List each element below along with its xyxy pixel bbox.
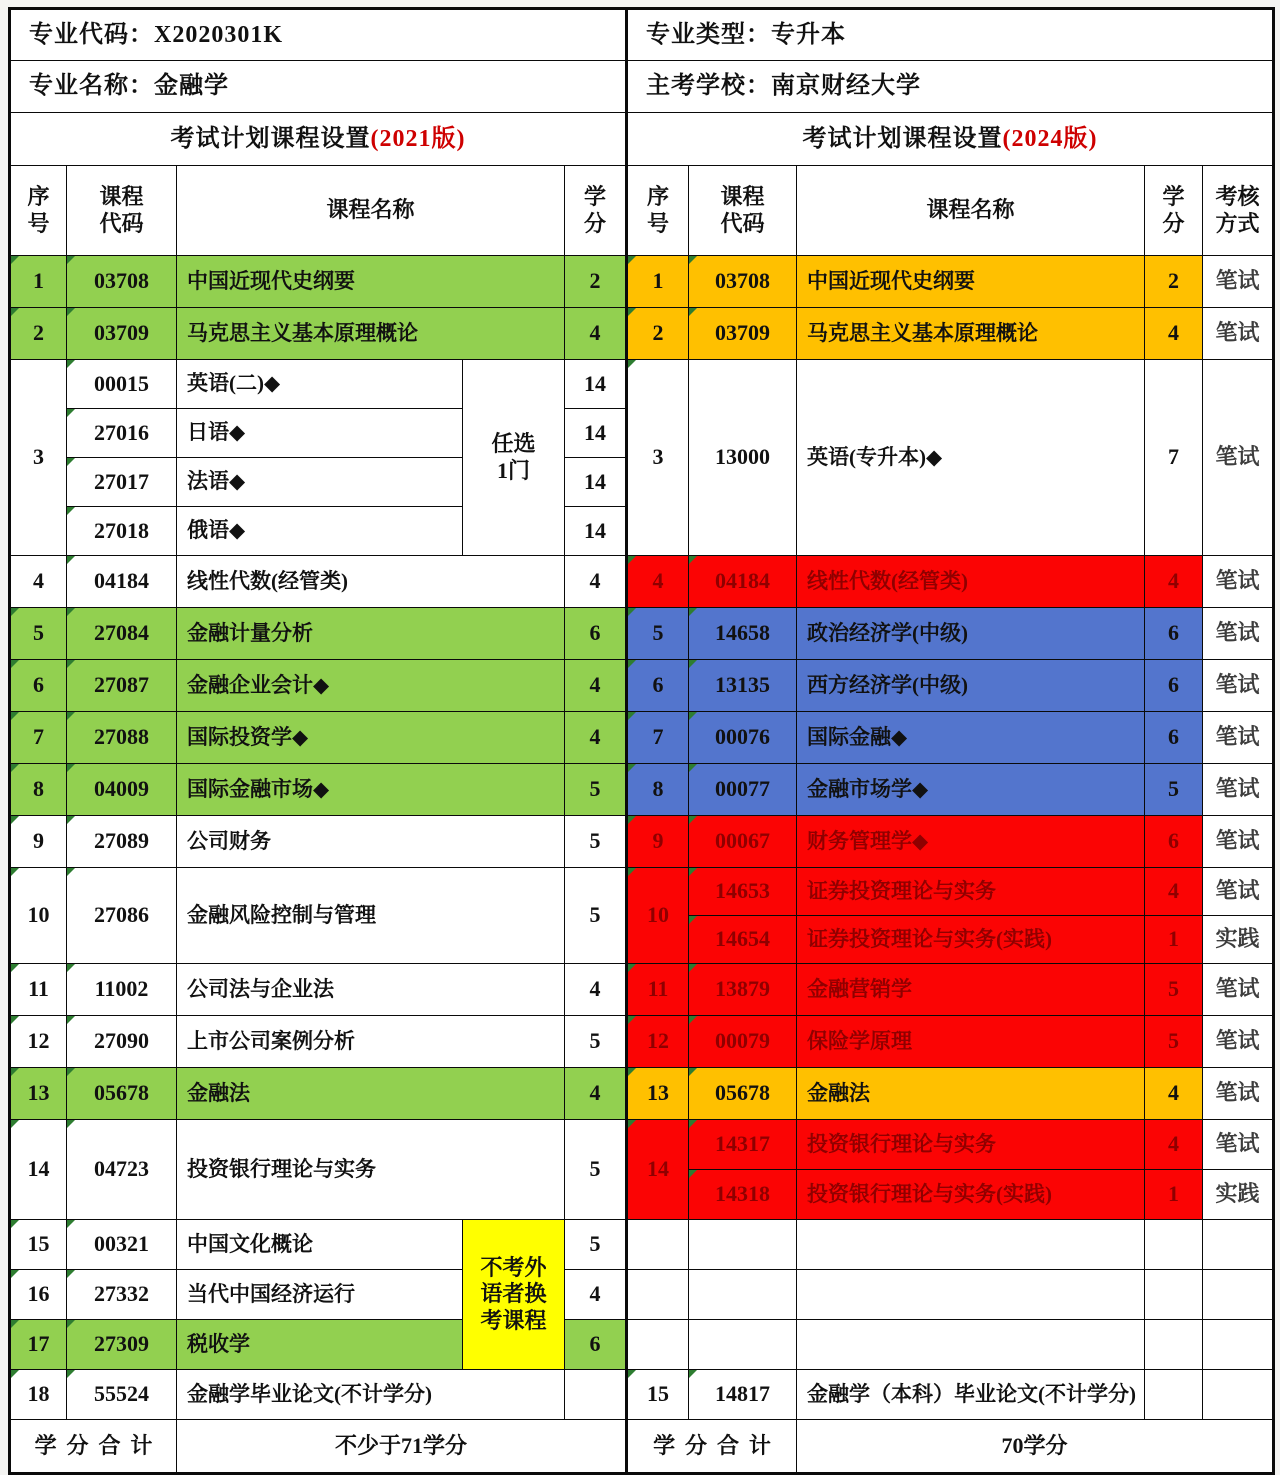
host-school-value: 南京财经大学 bbox=[771, 73, 921, 100]
course-code-cell: 27087 bbox=[67, 660, 177, 712]
course-code-cell: 04184 bbox=[67, 556, 177, 608]
method-cell: 笔试 bbox=[1203, 964, 1274, 1016]
credit-cell: 6 bbox=[1145, 712, 1203, 764]
serial-cell: 1 bbox=[627, 256, 689, 308]
serial-cell: 5 bbox=[10, 608, 67, 660]
serial-cell: 6 bbox=[627, 660, 689, 712]
exam-plan-sheet bbox=[8, 7, 1272, 1475]
course-name-cell: 公司法与企业法 bbox=[177, 964, 565, 1016]
credit-cell: 5 bbox=[1145, 1016, 1203, 1068]
course-code-cell: 00076 bbox=[689, 712, 797, 764]
serial-cell: 15 bbox=[627, 1370, 689, 1420]
credit-cell: 5 bbox=[565, 764, 627, 816]
course-code-cell: 14654 bbox=[689, 916, 797, 964]
credit-cell: 6 bbox=[1145, 608, 1203, 660]
method-cell: 笔试 bbox=[1203, 608, 1274, 660]
course-name-cell: 投资银行理论与实务 bbox=[177, 1120, 565, 1220]
credit-cell: 6 bbox=[1145, 816, 1203, 868]
method-cell: 笔试 bbox=[1203, 1016, 1274, 1068]
course-code-cell: 13000 bbox=[689, 360, 797, 556]
course-name-cell: 国际金融◆ bbox=[797, 712, 1145, 764]
method-cell: 笔试 bbox=[1203, 360, 1274, 556]
credit-cell: 4 bbox=[565, 308, 627, 360]
course-name-cell: 证券投资理论与实务 bbox=[797, 868, 1145, 916]
course-name-cell: 金融学毕业论文(不计学分) bbox=[177, 1370, 565, 1420]
serial-cell: 11 bbox=[627, 964, 689, 1016]
left-total-label: 学分合计 bbox=[10, 1420, 177, 1474]
course-code-cell: 14817 bbox=[689, 1370, 797, 1420]
course-code-cell: 00067 bbox=[689, 816, 797, 868]
course-code-cell: 05678 bbox=[67, 1068, 177, 1120]
left-col-credit bbox=[565, 166, 627, 256]
course-name-cell: 线性代数(经管类) bbox=[797, 556, 1145, 608]
no-foreign-language-note-text: 不考外语者换考课程 bbox=[480, 1254, 547, 1333]
serial-cell: 9 bbox=[627, 816, 689, 868]
host-school-label: 主考学校： bbox=[646, 73, 771, 100]
course-name-cell: 金融法 bbox=[797, 1068, 1145, 1120]
right-col-code-text: 课程代码 bbox=[720, 184, 765, 236]
credit-cell: 14 bbox=[565, 360, 627, 409]
credit-cell: 4 bbox=[1145, 1120, 1203, 1170]
serial-cell: 7 bbox=[627, 712, 689, 764]
serial-cell: 12 bbox=[627, 1016, 689, 1068]
empty-cell bbox=[797, 1320, 1145, 1370]
right-col-no-text: 序号 bbox=[646, 184, 669, 236]
major-name-cell bbox=[10, 61, 627, 113]
major-code-label: 专业代码： bbox=[29, 21, 154, 48]
empty-cell bbox=[797, 1220, 1145, 1270]
left-col-no-text: 序号 bbox=[27, 184, 50, 236]
right-col-name bbox=[797, 166, 1145, 256]
method-cell: 笔试 bbox=[1203, 1120, 1274, 1170]
serial-cell: 1 bbox=[10, 256, 67, 308]
no-foreign-language-note bbox=[463, 1220, 565, 1370]
serial-cell: 5 bbox=[627, 608, 689, 660]
course-name-cell: 政治经济学(中级) bbox=[797, 608, 1145, 660]
course-name-cell: 金融计量分析 bbox=[177, 608, 565, 660]
empty-cell bbox=[689, 1270, 797, 1320]
credit-cell: 1 bbox=[1145, 916, 1203, 964]
credit-cell: 4 bbox=[1145, 308, 1203, 360]
left-col-credit-text: 学分 bbox=[583, 184, 606, 236]
serial-cell: 18 bbox=[10, 1370, 67, 1420]
course-code-cell: 03709 bbox=[689, 308, 797, 360]
right-col-method bbox=[1203, 166, 1274, 256]
left-total-value: 不少于71学分 bbox=[177, 1420, 627, 1474]
right-col-method-text: 考核方式 bbox=[1215, 184, 1260, 236]
empty-cell bbox=[1203, 1320, 1274, 1370]
empty-cell bbox=[627, 1320, 689, 1370]
major-name-label: 专业名称： bbox=[29, 73, 154, 100]
course-code-cell: 13879 bbox=[689, 964, 797, 1016]
empty-cell bbox=[1145, 1220, 1203, 1270]
serial-cell: 13 bbox=[627, 1068, 689, 1120]
method-cell: 实践 bbox=[1203, 916, 1274, 964]
credit-cell bbox=[1145, 1370, 1203, 1420]
credit-cell: 5 bbox=[565, 1016, 627, 1068]
course-name-cell: 英语(二)◆ bbox=[177, 360, 463, 409]
course-name-cell: 英语(专升本)◆ bbox=[797, 360, 1145, 556]
method-cell: 笔试 bbox=[1203, 868, 1274, 916]
left-col-code bbox=[67, 166, 177, 256]
credit-cell: 2 bbox=[565, 256, 627, 308]
credit-cell bbox=[565, 1370, 627, 1420]
empty-cell bbox=[1203, 1270, 1274, 1320]
course-code-cell: 11002 bbox=[67, 964, 177, 1016]
left-plan-edition: (2021版) bbox=[370, 125, 466, 152]
credit-cell: 5 bbox=[565, 1220, 627, 1270]
course-code-cell: 14658 bbox=[689, 608, 797, 660]
course-code-cell: 27017 bbox=[67, 458, 177, 507]
serial-cell: 2 bbox=[627, 308, 689, 360]
method-cell: 笔试 bbox=[1203, 816, 1274, 868]
credit-cell: 5 bbox=[565, 1120, 627, 1220]
credit-cell: 5 bbox=[565, 868, 627, 964]
method-cell bbox=[1203, 1370, 1274, 1420]
method-cell: 笔试 bbox=[1203, 1068, 1274, 1120]
method-cell: 笔试 bbox=[1203, 556, 1274, 608]
host-school-cell bbox=[627, 61, 1274, 113]
course-code-cell: 27086 bbox=[67, 868, 177, 964]
method-cell: 实践 bbox=[1203, 1170, 1274, 1220]
serial-cell: 16 bbox=[10, 1270, 67, 1320]
left-col-name bbox=[177, 166, 565, 256]
course-code-cell: 00015 bbox=[67, 360, 177, 409]
serial-cell: 8 bbox=[627, 764, 689, 816]
course-code-cell: 27016 bbox=[67, 409, 177, 458]
serial-cell: 6 bbox=[10, 660, 67, 712]
credit-cell: 4 bbox=[565, 712, 627, 764]
course-name-cell: 上市公司案例分析 bbox=[177, 1016, 565, 1068]
course-code-cell: 27089 bbox=[67, 816, 177, 868]
credit-cell: 6 bbox=[1145, 660, 1203, 712]
right-plan-edition: (2024版) bbox=[1002, 125, 1098, 152]
serial-cell: 10 bbox=[627, 868, 689, 964]
course-name-cell: 中国近现代史纲要 bbox=[177, 256, 565, 308]
course-name-cell: 财务管理学◆ bbox=[797, 816, 1145, 868]
course-name-cell: 金融市场学◆ bbox=[797, 764, 1145, 816]
serial-cell: 14 bbox=[10, 1120, 67, 1220]
left-col-code-text: 课程代码 bbox=[99, 184, 144, 236]
course-code-cell: 04723 bbox=[67, 1120, 177, 1220]
credit-cell: 14 bbox=[565, 409, 627, 458]
empty-cell bbox=[689, 1220, 797, 1270]
credit-cell: 4 bbox=[1145, 1068, 1203, 1120]
course-name-cell: 金融风险控制与管理 bbox=[177, 868, 565, 964]
course-code-cell: 00321 bbox=[67, 1220, 177, 1270]
credit-cell: 2 bbox=[1145, 256, 1203, 308]
course-name-cell: 马克思主义基本原理概论 bbox=[797, 308, 1145, 360]
course-name-cell: 金融企业会计◆ bbox=[177, 660, 565, 712]
course-code-cell: 55524 bbox=[67, 1370, 177, 1420]
serial-cell: 14 bbox=[627, 1120, 689, 1220]
course-name-cell: 投资银行理论与实务 bbox=[797, 1120, 1145, 1170]
course-name-cell: 保险学原理 bbox=[797, 1016, 1145, 1068]
exam-plan-table bbox=[8, 7, 1275, 1475]
major-code-cell bbox=[10, 9, 627, 61]
right-col-credit bbox=[1145, 166, 1203, 256]
right-col-credit-text: 学分 bbox=[1162, 184, 1185, 236]
course-code-cell: 14653 bbox=[689, 868, 797, 916]
credit-cell: 14 bbox=[565, 507, 627, 556]
course-code-cell: 27088 bbox=[67, 712, 177, 764]
serial-cell: 8 bbox=[10, 764, 67, 816]
major-type-cell bbox=[627, 9, 1274, 61]
course-name-cell: 税收学 bbox=[177, 1320, 463, 1370]
empty-cell bbox=[627, 1270, 689, 1320]
course-code-cell: 00079 bbox=[689, 1016, 797, 1068]
course-name-cell: 金融学（本科）毕业论文(不计学分) bbox=[797, 1370, 1145, 1420]
course-name-cell: 投资银行理论与实务(实践) bbox=[797, 1170, 1145, 1220]
right-plan-title-text: 考试计划课程设置 bbox=[802, 125, 1003, 152]
course-name-cell: 中国近现代史纲要 bbox=[797, 256, 1145, 308]
serial-cell: 3 bbox=[10, 360, 67, 556]
serial-cell: 7 bbox=[10, 712, 67, 764]
course-code-cell: 00077 bbox=[689, 764, 797, 816]
course-code-cell: 27090 bbox=[67, 1016, 177, 1068]
credit-cell: 4 bbox=[565, 1068, 627, 1120]
empty-cell bbox=[689, 1320, 797, 1370]
course-name-cell: 法语◆ bbox=[177, 458, 463, 507]
course-name-cell: 马克思主义基本原理概论 bbox=[177, 308, 565, 360]
course-code-cell: 03708 bbox=[67, 256, 177, 308]
course-code-cell: 14317 bbox=[689, 1120, 797, 1170]
major-type-value: 专升本 bbox=[771, 21, 846, 48]
right-total-label: 学分合计 bbox=[627, 1420, 797, 1474]
credit-cell: 14 bbox=[565, 458, 627, 507]
serial-cell: 17 bbox=[10, 1320, 67, 1370]
course-code-cell: 03709 bbox=[67, 308, 177, 360]
credit-cell: 7 bbox=[1145, 360, 1203, 556]
course-code-cell: 05678 bbox=[689, 1068, 797, 1120]
course-code-cell: 27332 bbox=[67, 1270, 177, 1320]
method-cell: 笔试 bbox=[1203, 712, 1274, 764]
course-code-cell: 27018 bbox=[67, 507, 177, 556]
credit-cell: 4 bbox=[565, 1270, 627, 1320]
course-code-cell: 04009 bbox=[67, 764, 177, 816]
choose-one-note-text: 任选1门 bbox=[491, 431, 536, 483]
course-name-cell: 国际金融市场◆ bbox=[177, 764, 565, 816]
credit-cell: 6 bbox=[565, 1320, 627, 1370]
empty-cell bbox=[797, 1270, 1145, 1320]
right-total-value: 70学分 bbox=[797, 1420, 1274, 1474]
course-name-cell: 金融法 bbox=[177, 1068, 565, 1120]
left-plan-title bbox=[10, 113, 627, 166]
right-col-code bbox=[689, 166, 797, 256]
credit-cell: 5 bbox=[1145, 964, 1203, 1016]
major-type-label: 专业类型： bbox=[646, 21, 771, 48]
credit-cell: 6 bbox=[565, 608, 627, 660]
course-name-cell: 公司财务 bbox=[177, 816, 565, 868]
serial-cell: 3 bbox=[627, 360, 689, 556]
credit-cell: 5 bbox=[565, 816, 627, 868]
method-cell: 笔试 bbox=[1203, 764, 1274, 816]
serial-cell: 9 bbox=[10, 816, 67, 868]
credit-cell: 4 bbox=[565, 660, 627, 712]
course-code-cell: 04184 bbox=[689, 556, 797, 608]
course-name-cell: 线性代数(经管类) bbox=[177, 556, 565, 608]
course-name-cell: 日语◆ bbox=[177, 409, 463, 458]
method-cell: 笔试 bbox=[1203, 256, 1274, 308]
serial-cell: 13 bbox=[10, 1068, 67, 1120]
credit-cell: 4 bbox=[1145, 868, 1203, 916]
major-name-value: 金融学 bbox=[154, 73, 229, 100]
empty-cell bbox=[1145, 1270, 1203, 1320]
credit-cell: 5 bbox=[1145, 764, 1203, 816]
serial-cell: 12 bbox=[10, 1016, 67, 1068]
serial-cell: 15 bbox=[10, 1220, 67, 1270]
major-code-value: X2020301K bbox=[154, 21, 283, 48]
serial-cell: 2 bbox=[10, 308, 67, 360]
course-name-cell: 中国文化概论 bbox=[177, 1220, 463, 1270]
serial-cell: 4 bbox=[10, 556, 67, 608]
course-code-cell: 14318 bbox=[689, 1170, 797, 1220]
course-code-cell: 13135 bbox=[689, 660, 797, 712]
course-code-cell: 27309 bbox=[67, 1320, 177, 1370]
serial-cell: 10 bbox=[10, 868, 67, 964]
left-plan-title-text: 考试计划课程设置 bbox=[170, 125, 371, 152]
credit-cell: 4 bbox=[565, 556, 627, 608]
method-cell: 笔试 bbox=[1203, 308, 1274, 360]
empty-cell bbox=[1145, 1320, 1203, 1370]
serial-cell: 11 bbox=[10, 964, 67, 1016]
right-col-name-text: 课程名称 bbox=[926, 197, 1015, 223]
empty-cell bbox=[627, 1220, 689, 1270]
method-cell: 笔试 bbox=[1203, 660, 1274, 712]
right-col-no bbox=[627, 166, 689, 256]
credit-cell: 4 bbox=[1145, 556, 1203, 608]
course-name-cell: 西方经济学(中级) bbox=[797, 660, 1145, 712]
choose-one-note bbox=[463, 360, 565, 556]
course-code-cell: 27084 bbox=[67, 608, 177, 660]
right-plan-title bbox=[627, 113, 1274, 166]
course-name-cell: 俄语◆ bbox=[177, 507, 463, 556]
course-name-cell: 金融营销学 bbox=[797, 964, 1145, 1016]
credit-cell: 1 bbox=[1145, 1170, 1203, 1220]
course-name-cell: 证券投资理论与实务(实践) bbox=[797, 916, 1145, 964]
course-code-cell: 03708 bbox=[689, 256, 797, 308]
left-col-no bbox=[10, 166, 67, 256]
credit-cell: 4 bbox=[565, 964, 627, 1016]
left-col-name-text: 课程名称 bbox=[326, 197, 415, 223]
serial-cell: 4 bbox=[627, 556, 689, 608]
course-name-cell: 当代中国经济运行 bbox=[177, 1270, 463, 1320]
course-name-cell: 国际投资学◆ bbox=[177, 712, 565, 764]
empty-cell bbox=[1203, 1220, 1274, 1270]
